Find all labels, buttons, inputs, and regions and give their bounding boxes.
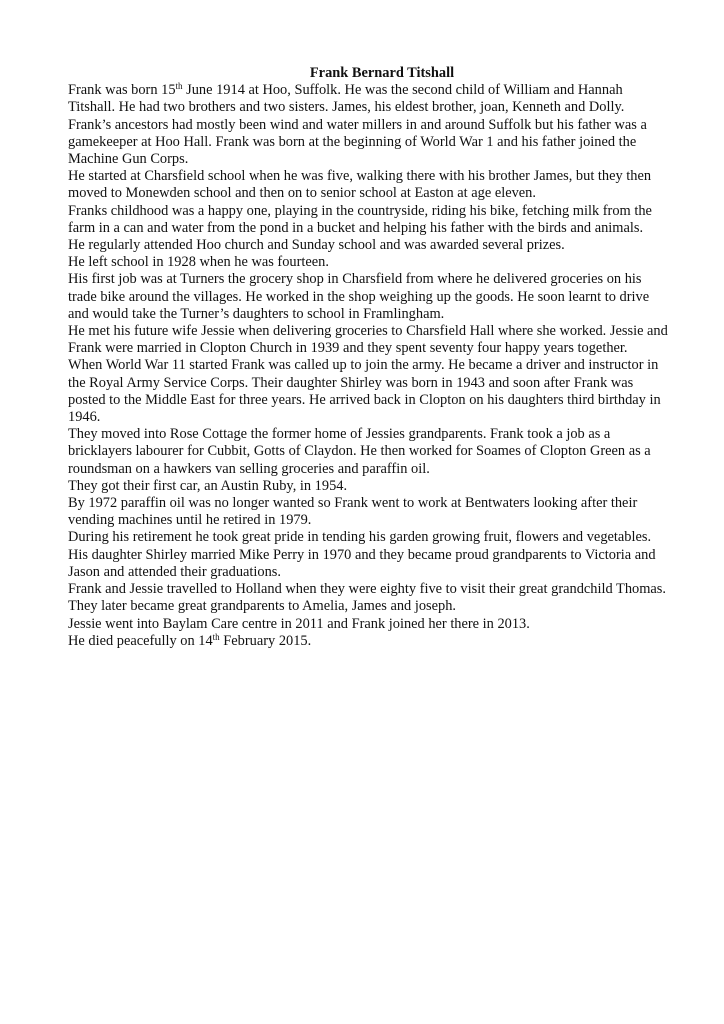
paragraph <box>68 581 668 615</box>
paragraph <box>68 547 668 581</box>
paragraph <box>68 357 668 426</box>
paragraph-text: He regularly attended Hoo church and Sunday school and was awarded several prizes. <box>68 237 565 254</box>
paragraph-text: They moved into Rose Cottage the former home of Jessies grandparents. Frank took a job as a bricklayers labourer for Cubbit, Gotts of Claydon. He then worked for Soames of Clopton Green as a roundsman on a hawkers van selling groceries and paraffin oil. <box>68 426 651 477</box>
paragraph-text: Frank was born 15 <box>68 82 176 99</box>
paragraph-text: His daughter Shirley married Mike Perry in 1970 and they became proud grandparents to Victoria and Jason and attended their graduations. <box>68 546 656 580</box>
paragraph-text: He met his future wife Jessie when delivering groceries to Charsfield Hall where she worked. Jessie and Frank were married in Clopton Church in 1939 and they spent seventy four happy years together. <box>68 323 668 357</box>
paragraph-text: They got their first car, an Austin Ruby, in 1954. <box>68 477 348 494</box>
paragraph <box>68 478 668 495</box>
paragraph-text: June 1914 at Hoo, Suffolk. He was the second child of William and Hannah Titshall. He had two brothers and two sisters. James, his eldest brother, joan, Kenneth and Dolly. <box>68 82 625 116</box>
paragraph <box>68 237 668 254</box>
document-page <box>68 65 668 650</box>
paragraph <box>68 633 668 650</box>
paragraph-text: During his retirement he took great pride in tending his garden growing fruit, flowers and vegetables. <box>68 529 652 546</box>
paragraph <box>68 168 668 202</box>
paragraph <box>68 495 668 529</box>
paragraph-text: He died peacefully on 14 <box>68 632 213 649</box>
paragraph-text: Frank and Jessie travelled to Holland when they were eighty five to visit their great grandchild Thomas. They later became great grandparents to Amelia, James and joseph. <box>68 581 666 615</box>
superscript-text: th <box>212 631 220 642</box>
superscript-text: th <box>175 81 183 92</box>
paragraph-text: When World War 11 started Frank was called up to join the army. He became a driver and instructor in the Royal Army Service Corps. Their daughter Shirley was born in 1943 and soon after Frank was posted to the Middle East for three years. He arrived back in Clopton on his daughters third birthday in 1946. <box>68 357 661 426</box>
paragraph-text: He started at Charsfield school when he was five, walking there with his brother James, but they then moved to Monewden school and then on to senior school at Easton at age eleven. <box>68 168 652 202</box>
document-title: Frank Bernard Titshall <box>309 65 455 81</box>
paragraph <box>68 426 668 478</box>
paragraph-text: Frank’s ancestors had mostly been wind and water millers in and around Suffolk but his father was a gamekeeper at Hoo Hall. Frank was born at the beginning of World War 1 and his father joined the Machine Gun Corps. <box>68 116 647 168</box>
document-body <box>68 82 668 650</box>
paragraph <box>68 254 668 271</box>
paragraph <box>68 82 668 116</box>
paragraph-text: February 2015. <box>219 632 312 649</box>
paragraph-text: His first job was at Turners the grocery shop in Charsfield from where he delivered groceries on his trade bike around the villages. He worked in the shop weighing up the goods. He soon learnt to drive and would take the Turner’s daughters to school in Framlingham. <box>68 271 650 322</box>
paragraph <box>68 271 668 323</box>
paragraph <box>68 117 668 169</box>
paragraph-text: Franks childhood was a happy one, playing in the countryside, riding his bike, fetching milk from the farm in a can and water from the pond in a bucket and helping his father with the birds and animals. <box>68 202 652 236</box>
paragraph <box>68 323 668 357</box>
paragraph-text: Jessie went into Baylam Care centre in 2011 and Frank joined her there in 2013. <box>68 615 530 632</box>
paragraph <box>68 203 668 237</box>
paragraph-text: By 1972 paraffin oil was no longer wanted so Frank went to work at Bentwaters looking after their vending machines until he retired in 1979. <box>68 495 638 529</box>
paragraph <box>68 616 668 633</box>
paragraph-text: He left school in 1928 when he was fourteen. <box>68 254 329 271</box>
paragraph <box>68 529 668 546</box>
